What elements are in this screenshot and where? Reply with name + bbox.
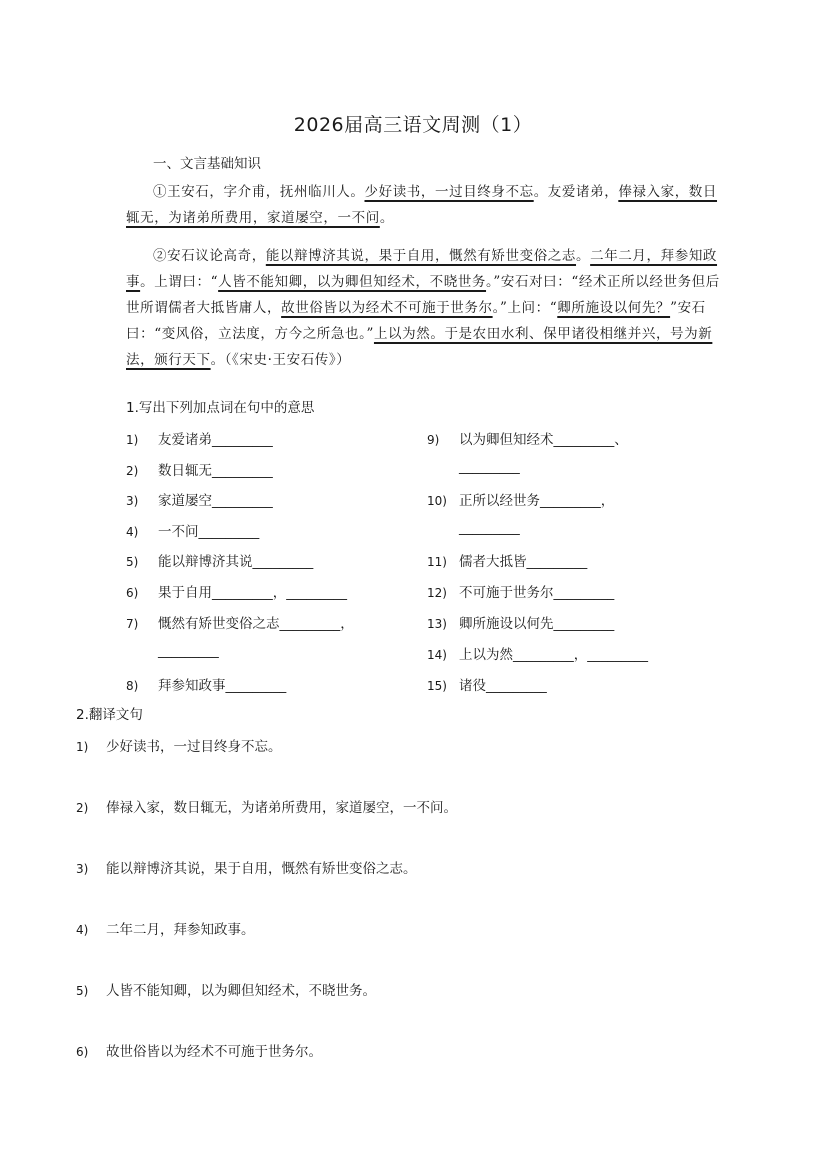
- vocab-answer-blank[interactable]: 慨然有矫世变俗之志_________，: [158, 616, 354, 632]
- translation-sentence: 故世俗皆以为经术不可施于世务尔。: [106, 1044, 322, 1060]
- vocab-item: 8) 拜参知政事_________: [126, 678, 287, 694]
- passage-paragraph-2: [126, 243, 722, 373]
- translation-sentence: 二年二月，拜参知政事。: [106, 922, 255, 938]
- vocab-answer-blank[interactable]: 果于自用_________，_________: [158, 585, 347, 601]
- vocab-answer-blank[interactable]: 正所以经世务_________，: [459, 493, 615, 509]
- translation-sentence: 俸禄入家，数日辄无，为诸弟所费用，家道屡空，一不问。: [106, 800, 457, 816]
- vocab-answer-blank[interactable]: 不可施于世务尔_________: [459, 585, 615, 601]
- underlined-sentence: 俸禄入家，数日辄无，为诸弟所费用，家道屡空，一不问: [126, 184, 718, 226]
- question-1-title: 1.写出下列加点词在句中的意思: [126, 400, 315, 416]
- vocab-item: 14) 上以为然_________，_________: [427, 647, 648, 663]
- vocab-item: 13) 卿所施设以何先_________: [427, 616, 615, 632]
- vocab-item: 11) 儒者大抵皆_________: [427, 554, 588, 570]
- underlined-sentence: 人皆不能知卿，以为卿但知经术，不晓世务: [218, 274, 487, 290]
- underlined-sentence: 故世俗皆以为经术不可施于世务尔: [281, 300, 493, 316]
- vocab-item: 3) 家道屡空_________: [126, 493, 273, 509]
- passage-text: 。”上问：“: [492, 300, 558, 316]
- vocab-item: 7) 慨然有矫世变俗之志_________，: [126, 616, 354, 632]
- vocab-answer-blank[interactable]: 以为卿但知经术_________、: [459, 432, 628, 448]
- translation-item: 4) 二年二月，拜参知政事。: [76, 922, 255, 938]
- passage-text: 。上谓曰：“: [140, 274, 219, 290]
- translation-item: 2) 俸禄入家，数日辄无，为诸弟所费用，家道屡空，一不问。: [76, 800, 457, 816]
- passage-text: 。”安石对曰：“经术正所以经世务但后世所谓儒者大抵皆庸人，: [126, 274, 720, 316]
- passage-text: 。友爱诸弟，: [533, 184, 619, 200]
- vocab-item: 1) 友爱诸弟_________: [126, 432, 273, 448]
- vocab-item: 2) 数日辄无_________: [126, 463, 273, 479]
- passage-text: 。（《宋史·王安石传》）: [210, 352, 351, 368]
- vocab-item: 5) 能以辩博济其说_________: [126, 554, 314, 570]
- vocab-item: 4) 一不问_________: [126, 524, 260, 540]
- vocab-answer-blank[interactable]: 拜参知政事_________: [158, 678, 287, 694]
- translation-item: 5) 人皆不能知卿，以为卿但知经术，不晓世务。: [76, 983, 376, 999]
- vocab-answer-blank[interactable]: 卿所施设以何先_________: [459, 616, 615, 632]
- vocab-answer-blank[interactable]: 一不问_________: [158, 524, 260, 540]
- underlined-sentence: 能以辩博济其说，果于自用，慨然有矫世变俗之志: [265, 248, 577, 264]
- translation-item: 6) 故世俗皆以为经术不可施于世务尔。: [76, 1044, 322, 1060]
- underlined-sentence: 上以为然。于是农田水利、保甲诸役相继并兴，号为新法，颁行天下: [126, 326, 713, 368]
- question-2-title: 2.翻译文句: [76, 707, 143, 723]
- vocab-answer-blank[interactable]: _________: [158, 643, 219, 659]
- translation-sentence: 能以辩博济其说，果于自用，慨然有矫世变俗之志。: [106, 861, 417, 877]
- passage-paragraph-1: [126, 179, 722, 231]
- passage-text: ”安石曰：“变风俗，立法度，方今之所急也。”: [126, 300, 706, 342]
- translation-sentence: 人皆不能知卿，以为卿但知经术，不晓世务。: [106, 983, 376, 999]
- vocab-item: 15) 诸役_________: [427, 678, 547, 694]
- vocab-answer-blank[interactable]: 儒者大抵皆_________: [459, 554, 588, 570]
- vocab-answer-blank[interactable]: 数日辄无_________: [158, 463, 273, 479]
- vocab-item: 10) 正所以经世务_________，: [427, 493, 615, 509]
- section-heading: 一、文言基础知识: [153, 156, 261, 172]
- vocab-answer-blank[interactable]: 家道屡空_________: [158, 493, 273, 509]
- vocab-answer-blank[interactable]: _________: [459, 459, 520, 475]
- vocab-answer-blank[interactable]: 友爱诸弟_________: [158, 432, 273, 448]
- vocab-answer-blank[interactable]: 诸役_________: [459, 678, 547, 694]
- passage-text: 。: [576, 248, 591, 264]
- passage-text: ②安石议论高奇，: [153, 248, 266, 264]
- vocab-answer-blank[interactable]: 上以为然_________，_________: [459, 647, 648, 663]
- vocab-item: 6) 果于自用_________，_________: [126, 585, 347, 601]
- passage-text: 。: [379, 210, 394, 226]
- translation-item: 3) 能以辩博济其说，果于自用，慨然有矫世变俗之志。: [76, 861, 417, 877]
- underlined-sentence: 卿所施设以何先？: [557, 300, 671, 316]
- vocab-item: 12) 不可施于世务尔_________: [427, 585, 615, 601]
- underlined-sentence: 少好读书，一过目终身不忘: [364, 184, 534, 200]
- translation-item: 1) 少好读书，一过目终身不忘。: [76, 739, 282, 755]
- translation-sentence: 少好读书，一过目终身不忘。: [106, 739, 282, 755]
- underlined-sentence: 二年二月，拜参知政事: [126, 248, 718, 290]
- vocab-item: 9) 以为卿但知经术_________、: [427, 432, 628, 448]
- vocab-answer-blank[interactable]: 能以辩博济其说_________: [158, 554, 314, 570]
- page-title: 2026届高三语文周测（1）: [293, 114, 533, 136]
- vocab-answer-blank[interactable]: _________: [459, 520, 520, 536]
- passage-text: ①王安石，字介甫，抚州临川人。: [153, 184, 365, 200]
